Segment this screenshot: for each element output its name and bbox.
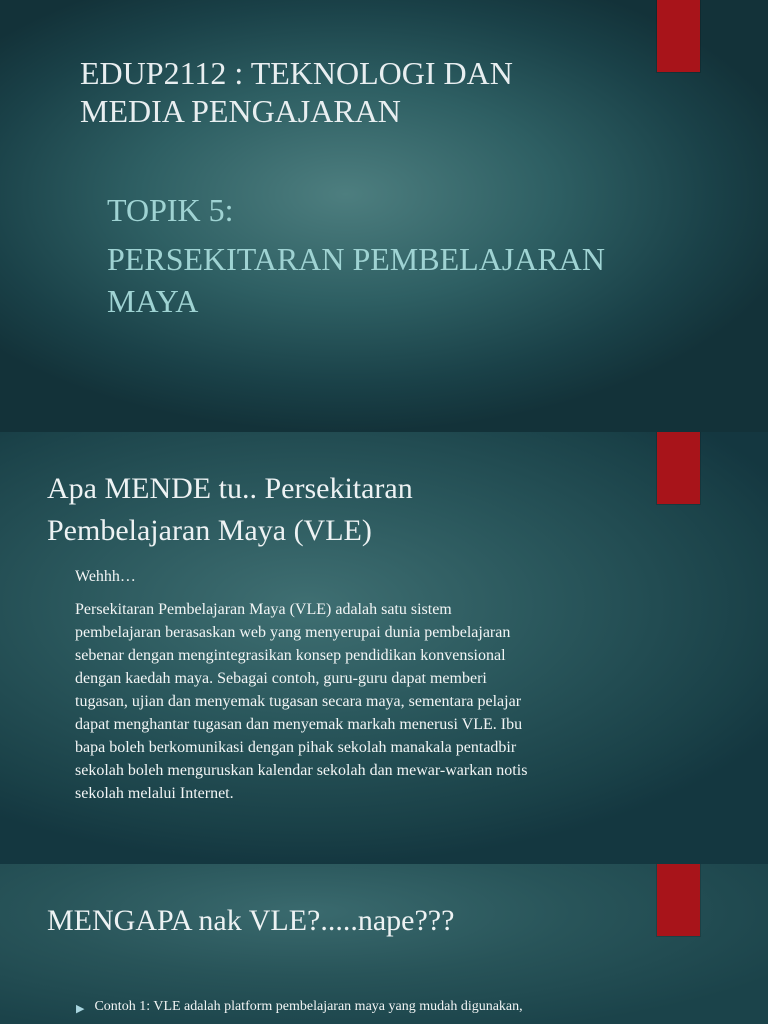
bullet-item (76, 996, 676, 1020)
heading-line: Pembelajaran Maya (VLE) (47, 514, 372, 547)
body-line: sebenar dengan mengintegrasikan konsep pendidikan konvensional (75, 647, 506, 664)
slide-title (0, 0, 768, 432)
topic-title (107, 238, 687, 322)
body-line: tugasan, ujian dan menyemak tugasan secara maya, sementara pelajar (75, 693, 522, 710)
arrow-right-icon: ▶ (76, 1003, 85, 1015)
slide-why-vle (0, 864, 768, 1024)
bullet-text: Contoh 1: VLE adalah platform pembelajaran maya yang mudah digunakan, (94, 999, 523, 1014)
slide-definition (0, 432, 768, 864)
accent-bar (657, 432, 700, 504)
body-line: dengan kaedah maya. Sebagai contoh, guru-guru dapat memberi (75, 670, 487, 687)
topic-label: TOPIK 5: (107, 192, 234, 228)
body-line: pembelajaran berasaskan web yang menyerupai dunia pembelajaran (75, 624, 511, 641)
heading-line: Apa MENDE tu.. Persekitaran (47, 472, 413, 505)
course-title-line: MEDIA PENGAJARAN (80, 93, 401, 129)
slide-heading (47, 468, 607, 552)
body-line: dapat menghantar tugasan dan menyemak markah menerusi VLE. Ibu (75, 716, 523, 733)
body-line: Persekitaran Pembelajaran Maya (VLE) adalah satu sistem (75, 601, 452, 618)
intro-text: Wehhh… (75, 568, 136, 585)
topic-title-line: PERSEKITARAN PEMBELAJARAN (107, 241, 605, 277)
course-title-line: EDUP2112 : TEKNOLOGI DAN (80, 55, 513, 91)
body-paragraph (75, 598, 635, 805)
body-line: sekolah melalui Internet. (75, 785, 234, 802)
course-title (80, 54, 640, 130)
body-line: bapa boleh berkomunikasi dengan pihak sekolah manakala pentadbir (75, 739, 517, 756)
accent-bar (657, 864, 700, 936)
body-line: sekolah boleh menguruskan kalendar sekolah dan mewar-warkan notis (75, 762, 528, 779)
slide-heading: MENGAPA nak VLE?.....nape??? (47, 904, 455, 937)
topic-title-line: MAYA (107, 283, 199, 319)
accent-bar (657, 0, 700, 72)
